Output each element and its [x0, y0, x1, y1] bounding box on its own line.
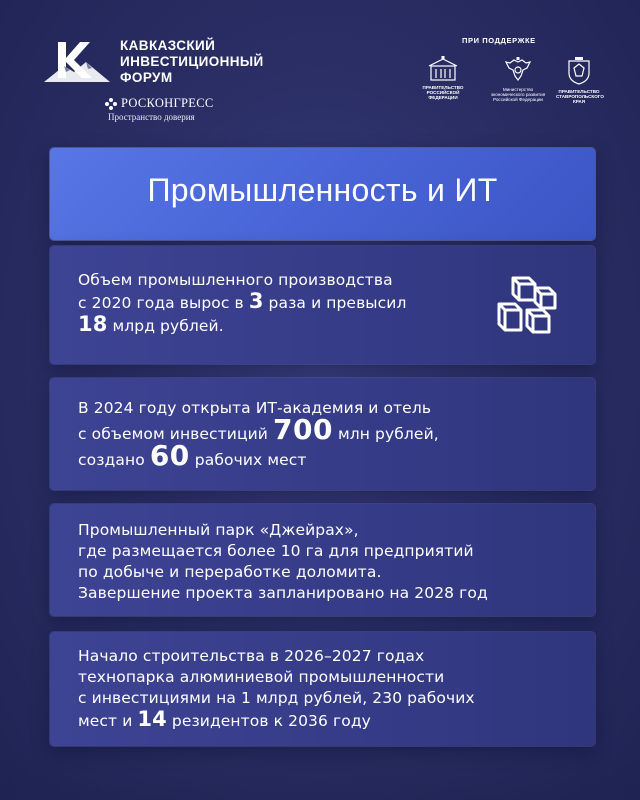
card-line	[78, 291, 406, 314]
partner-name: ПРАВИТЕЛЬСТВО РОССИЙСКОЙ ФЕДЕРАЦИИ	[422, 85, 464, 101]
text-fragment: раза и превысил	[263, 294, 407, 312]
card-line: технопарка алюминиевой промышленности	[78, 668, 445, 686]
card-line: Объем промышленного производства	[78, 271, 393, 289]
organizer-name: РОСКОНГРЕСС	[121, 96, 214, 110]
info-card-industrial-park	[50, 504, 595, 616]
text-fragment: создано	[78, 451, 150, 469]
highlight-number: 3	[248, 289, 264, 313]
partner-name: ПРАВИТЕЛЬСТВО СТАВРОПОЛЬСКОГО КРАЯ	[556, 89, 604, 105]
info-card-industrial-output	[50, 246, 595, 364]
card-line: с инвестициями на 1 млрд рублей, 230 рабочих	[78, 689, 475, 707]
text-fragment: млрд рублей.	[107, 317, 224, 335]
highlight-number: 60	[149, 439, 190, 472]
card-line: Промышленный парк «Джейрах»,	[78, 521, 359, 539]
card-line	[78, 439, 439, 472]
double-eagle-icon	[504, 56, 532, 84]
stavropol-crest-icon	[566, 56, 592, 86]
card-line: Начало строительства в 2026–2027 годах	[78, 647, 425, 665]
forum-name-line: ФОРУМ	[120, 70, 173, 85]
text-fragment: с объемом инвестиций	[78, 425, 274, 443]
forum-logo-icon	[44, 38, 110, 84]
partner-government-rf	[420, 56, 466, 101]
roscongress-logo	[104, 96, 214, 122]
info-card-aluminum-technopark	[50, 632, 595, 746]
card-text	[78, 270, 406, 337]
roscongress-flower-icon	[104, 97, 118, 111]
card-line	[78, 709, 475, 732]
card-line	[78, 314, 406, 337]
government-building-icon	[427, 56, 459, 82]
cubes-icon	[495, 274, 559, 336]
partner-stavropol	[556, 56, 602, 105]
text-fragment: резидентов к 2036 году	[166, 712, 371, 730]
highlight-number: 14	[137, 707, 167, 731]
header	[0, 0, 640, 140]
forum-name-line: КАВКАЗСКИЙ	[120, 38, 216, 53]
info-card-it-academy	[50, 378, 595, 490]
card-text	[78, 520, 488, 604]
text-fragment: рабочих мест	[189, 451, 307, 469]
card-line: по добыче и переработке доломита.	[78, 563, 382, 581]
highlight-number: 18	[78, 312, 108, 336]
card-line: В 2024 году открыта ИТ-академия и отель	[78, 399, 432, 417]
partner-ministry	[490, 56, 546, 103]
card-line: где размещается более 10 га для предприятий	[78, 542, 474, 560]
card-text	[78, 646, 475, 732]
support-label: ПРИ ПОДДЕРЖКЕ	[462, 36, 536, 45]
card-line	[78, 413, 439, 446]
text-fragment: млн рублей,	[332, 425, 439, 443]
bottom-decoration	[0, 752, 640, 800]
forum-name-line: ИНВЕСТИЦИОННЫЙ	[120, 54, 264, 69]
partner-name: Министерство экономического развития Российской Федерации	[490, 87, 546, 103]
title-card	[50, 148, 595, 240]
text-fragment: с 2020 года вырос в	[78, 294, 249, 312]
card-text	[78, 398, 439, 471]
text-fragment: мест и	[78, 712, 138, 730]
forum-name	[120, 38, 264, 86]
organizer-tagline: Пространство доверия	[108, 112, 195, 122]
highlight-number: 700	[273, 413, 333, 446]
card-line: Завершение проекта запланировано на 2028 год	[78, 584, 488, 602]
page-title: Промышленность и ИТ	[147, 172, 498, 208]
